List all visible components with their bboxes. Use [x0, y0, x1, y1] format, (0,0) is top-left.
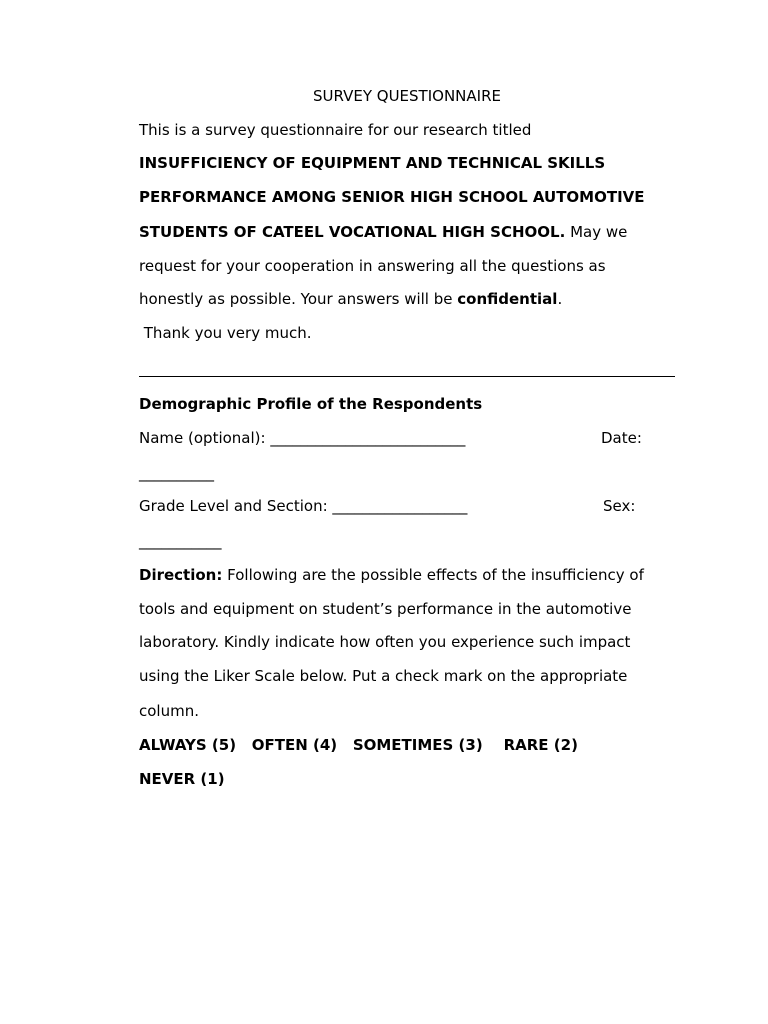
direction-line-4: using the Liker Scale below. Put a check mark on the appropriate	[139, 667, 628, 685]
research-title-line-1: INSUFFICIENCY OF EQUIPMENT AND TECHNICAL SKILLS	[139, 154, 606, 172]
direction-line-1	[139, 566, 644, 584]
grade-section-field: Grade Level and Section: __________________	[139, 497, 468, 515]
sex-blank: ___________	[139, 532, 222, 550]
direction-label: Direction:	[139, 566, 223, 584]
direction-line-1-text: Following are the possible effects of the insufficiency of	[222, 566, 644, 584]
confidential-word: confidential	[457, 290, 558, 308]
thank-you-line: Thank you very much.	[139, 324, 312, 342]
direction-line-5: column.	[139, 702, 199, 720]
research-title-line-3-text: STUDENTS OF CATEEL VOCATIONAL HIGH SCHOOL.	[139, 223, 566, 241]
research-title-line-2: PERFORMANCE AMONG SENIOR HIGH SCHOOL AUTOMOTIVE	[139, 188, 645, 206]
likert-scale-line-2: NEVER (1)	[139, 770, 225, 788]
request-tail: May we	[565, 223, 628, 241]
demographics-heading: Demographic Profile of the Respondents	[139, 395, 483, 413]
date-label: Date:	[601, 429, 642, 447]
request-line-3	[139, 290, 562, 308]
likert-scale-line-1: ALWAYS (5) OFTEN (4) SOMETIMES (3) RARE (2)	[139, 736, 578, 754]
intro-line: This is a survey questionnaire for our research titled	[139, 121, 532, 139]
period: .	[557, 290, 563, 308]
document-title: SURVEY QUESTIONNAIRE	[313, 87, 501, 105]
request-line-3-text: honestly as possible. Your answers will be	[139, 290, 458, 308]
date-blank: __________	[139, 464, 214, 482]
research-title-line-3	[139, 223, 627, 241]
sex-label: Sex:	[603, 497, 636, 515]
request-line-2: request for your cooperation in answering all the questions as	[139, 257, 606, 275]
direction-line-3: laboratory. Kindly indicate how often you experience such impact	[139, 633, 631, 651]
name-field: Name (optional): __________________________	[139, 429, 466, 447]
direction-line-2: tools and equipment on student’s performance in the automotive	[139, 600, 632, 618]
section-divider	[139, 376, 675, 377]
